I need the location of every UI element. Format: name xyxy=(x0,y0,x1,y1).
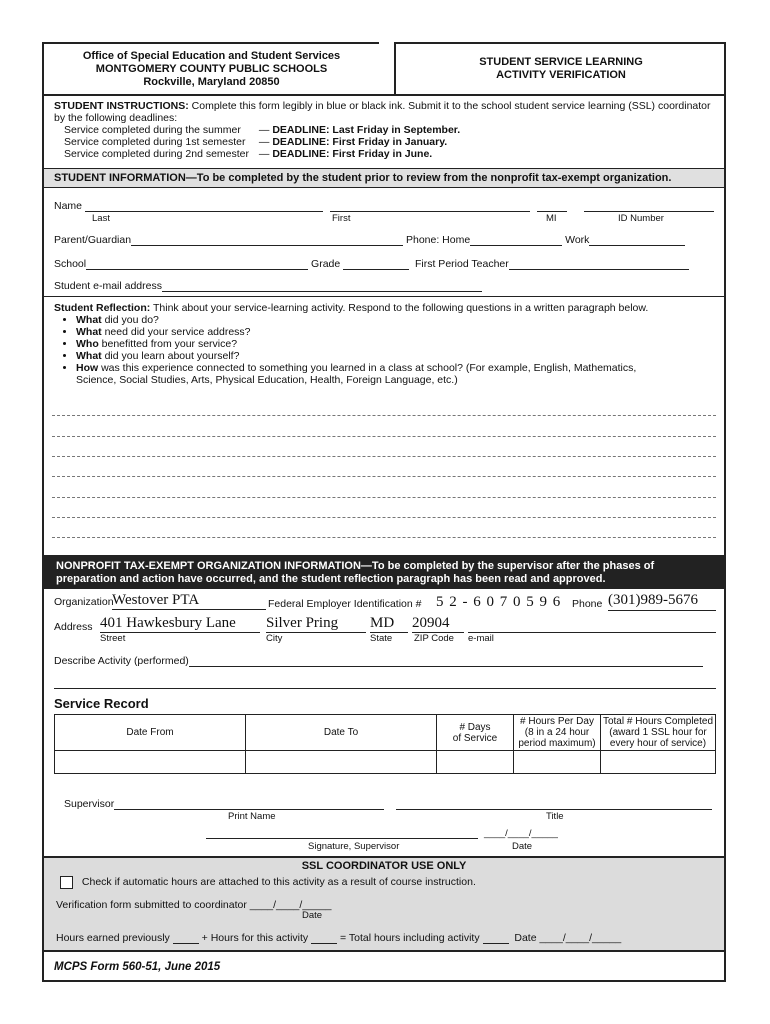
form-title-line-1: STUDENT SERVICE LEARNING xyxy=(479,56,643,68)
reflection-question: • What did you learn about yourself? xyxy=(76,350,719,362)
reflection-answer-line[interactable] xyxy=(52,436,716,437)
mi-input[interactable] xyxy=(537,200,567,212)
organization-bar-line-2: preparation and action have occurred, and the student reflection paragraph has been read and approved. xyxy=(56,573,606,585)
deadline-period: Service completed during the summer xyxy=(64,124,241,136)
reflection-question: • How was this experience connected to something you learned in a class at school? (For example, English, Mathematics, xyxy=(76,362,719,374)
title-label: Title xyxy=(546,811,564,822)
instructions-text-2: by the following deadlines: xyxy=(54,112,178,124)
deadline-text: DEADLINE: First Friday in January. xyxy=(272,136,448,148)
first-name-input[interactable] xyxy=(330,200,530,212)
street-label: Street xyxy=(100,633,126,644)
parent-input[interactable] xyxy=(131,234,403,246)
days-header: # Days of Service xyxy=(437,715,514,751)
signature-date-input[interactable]: ____/____/_____ xyxy=(484,828,558,839)
header-divider xyxy=(44,94,724,96)
service-header-row xyxy=(55,715,716,751)
signature-date-label: Date xyxy=(512,841,533,852)
reflection-question-cont: Science, Social Studies, Arts, Physical Education, Health, Foreign Language, etc.) xyxy=(76,374,458,386)
street-value: 401 Hawkesbury Lane xyxy=(100,615,236,631)
verification-label: Verification form submitted to coordinator xyxy=(56,899,247,911)
signature-label: Signature, Supervisor xyxy=(308,841,400,852)
phone-home-label: Phone: Home xyxy=(405,234,471,246)
name-row xyxy=(54,200,714,212)
footer-divider xyxy=(44,950,724,952)
teacher-label: First Period Teacher xyxy=(414,258,509,270)
org-label: Organization xyxy=(54,596,114,608)
form-title-line-2: ACTIVITY VERIFICATION xyxy=(496,69,626,81)
describe-input[interactable] xyxy=(189,655,703,667)
total-hours-cell[interactable] xyxy=(601,751,716,774)
school-input[interactable] xyxy=(86,258,308,270)
reflection-question: • What need did your service address? xyxy=(76,326,719,338)
org-row xyxy=(54,596,114,608)
office-block xyxy=(44,44,379,94)
signature-input[interactable] xyxy=(206,838,478,839)
parent-row xyxy=(54,234,685,246)
date-to-cell[interactable] xyxy=(246,751,437,774)
school-row xyxy=(54,258,689,270)
phone-value: (301)989-5676 xyxy=(608,592,698,608)
auto-hours-checkbox[interactable] xyxy=(60,876,73,889)
name-label: Name xyxy=(54,200,83,212)
phone-label: Phone xyxy=(572,598,603,610)
reflection-answer-line[interactable] xyxy=(52,537,716,538)
reflection-answer-line[interactable] xyxy=(52,456,716,457)
fein-value[interactable]: 5 2 - 6 0 7 0 5 9 6 xyxy=(436,594,562,610)
hours-total-label: = Total hours including activity xyxy=(340,932,480,944)
street-input[interactable] xyxy=(100,615,260,633)
office-line-3: Rockville, Maryland 20850 xyxy=(143,76,280,88)
hours-total-input[interactable] xyxy=(483,932,509,944)
reflection-question: • Who benefitted from your service? xyxy=(76,338,719,350)
hours-date-input[interactable]: ____/____/_____ xyxy=(539,932,622,944)
deadline-period: Service completed during 2nd semester xyxy=(64,148,250,160)
deadline-period: Service completed during 1st semester xyxy=(64,136,246,148)
reflection-questions xyxy=(54,314,719,374)
grade-label: Grade xyxy=(311,258,341,270)
print-name-label: Print Name xyxy=(228,811,276,822)
office-line-1: Office of Special Education and Student Services xyxy=(82,50,341,62)
zip-label: ZIP Code xyxy=(414,633,454,644)
id-number-input[interactable] xyxy=(584,200,714,212)
grade-input[interactable] xyxy=(343,258,409,270)
student-email-label: Student e-mail address xyxy=(54,280,162,292)
instructions-text: Complete this form legibly in blue or black ink. Submit it to the school student service learning (SSL) coordinator xyxy=(191,100,711,112)
city-label: City xyxy=(266,633,283,644)
state-label: State xyxy=(370,633,393,644)
deadline-row: Service completed during the summer — DEADLINE: Last Friday in September. xyxy=(64,124,461,136)
reflection-question: • What did you do? xyxy=(76,314,719,326)
instructions-label: STUDENT INSTRUCTIONS: xyxy=(54,100,189,112)
parent-label: Parent/Guardian xyxy=(54,234,132,246)
org-email-input[interactable] xyxy=(468,615,716,633)
state-input[interactable] xyxy=(370,615,408,633)
reflection-answer-line[interactable] xyxy=(52,517,716,518)
work-phone-input[interactable] xyxy=(589,234,685,246)
service-record-title: Service Record xyxy=(54,696,149,711)
describe-input-line-2[interactable] xyxy=(54,688,716,689)
deadline-text: DEADLINE: Last Friday in September. xyxy=(272,124,461,136)
organization-bar-line-1: NONPROFIT TAX-EXEMPT ORGANIZATION INFORMATION—To be completed by the supervisor after the phases of xyxy=(56,560,655,572)
coordinator-title: SSL COORDINATOR USE ONLY xyxy=(301,860,467,872)
org-phone-input[interactable] xyxy=(608,592,716,611)
header-gap xyxy=(379,41,394,49)
email-row xyxy=(54,280,482,292)
hours-activity-input[interactable] xyxy=(311,932,337,944)
school-label: School xyxy=(54,258,87,270)
form-id: MCPS Form 560-51, June 2015 xyxy=(54,961,221,973)
zip-value: 20904 xyxy=(412,615,450,631)
auto-hours-label: Check if automatic hours are attached to this activity as a result of course instruction. xyxy=(81,876,476,889)
auto-hours-row xyxy=(60,876,476,889)
city-input[interactable] xyxy=(266,615,366,633)
deadline-row: Service completed during 1st semester — DEADLINE: First Friday in January. xyxy=(64,136,448,148)
hours-row xyxy=(56,932,621,944)
email-divider xyxy=(44,296,724,297)
deadline-row: Service completed during 2nd semester — DEADLINE: First Friday in June. xyxy=(64,148,433,160)
supervisor-label: Supervisor xyxy=(64,798,115,810)
first-label: First xyxy=(332,213,351,224)
city-value: Silver Pring xyxy=(266,615,339,631)
fein-label: Federal Employer Identification # xyxy=(268,598,422,610)
date-to-header: Date To xyxy=(246,715,437,751)
describe-row xyxy=(54,655,703,667)
hours-per-day-cell[interactable] xyxy=(514,751,601,774)
deadline-text: DEADLINE: First Friday in June. xyxy=(272,148,433,160)
mi-label: MI xyxy=(546,213,557,224)
form-title-block xyxy=(394,44,726,94)
student-email-input[interactable] xyxy=(162,280,482,292)
organization-bar xyxy=(44,555,724,589)
service-entry-row xyxy=(55,751,716,774)
student-info-bar: STUDENT INFORMATION—To be completed by the student prior to review from the nonprofit tax-exempt organization. xyxy=(44,168,724,188)
reflection-block xyxy=(54,302,719,386)
total-hours-header: Total # Hours Completed (award 1 SSL hour for every hour of service) xyxy=(601,715,716,751)
service-record-table xyxy=(54,714,716,774)
phone-home-input[interactable] xyxy=(470,234,562,246)
teacher-input[interactable] xyxy=(509,258,689,270)
org-input[interactable] xyxy=(112,592,266,610)
work-label: Work xyxy=(565,234,590,246)
hours-date-label: Date xyxy=(514,932,537,944)
state-value: MD xyxy=(370,615,395,631)
instructions xyxy=(54,100,719,160)
last-name-input[interactable] xyxy=(85,200,323,212)
last-label: Last xyxy=(92,213,110,224)
supervisor-title-input[interactable] xyxy=(396,809,712,810)
date-from-cell[interactable] xyxy=(55,751,246,774)
days-cell[interactable] xyxy=(437,751,514,774)
zip-input[interactable] xyxy=(412,615,464,633)
id-label: ID Number xyxy=(618,213,664,224)
address-label: Address xyxy=(54,621,93,633)
verification-date-label: Date xyxy=(302,910,323,921)
verification-row xyxy=(56,899,332,911)
supervisor-row xyxy=(64,798,384,810)
reflection-answer-line[interactable] xyxy=(52,476,716,477)
office-line-2: MONTGOMERY COUNTY PUBLIC SCHOOLS xyxy=(95,63,328,75)
date-from-header: Date From xyxy=(55,715,246,751)
reflection-label: Student Reflection: xyxy=(54,302,151,314)
hours-previous-input[interactable] xyxy=(173,932,199,944)
hours-per-day-header: # Hours Per Day (8 in a 24 hour period maximum) xyxy=(514,715,601,751)
reflection-intro: Think about your service-learning activity. Respond to the following questions in a written paragraph below. xyxy=(152,302,649,314)
verification-date-input[interactable]: ____/____/_____ xyxy=(249,899,332,911)
org-email-label: e-mail xyxy=(468,633,494,644)
hours-previous-label: Hours earned previously xyxy=(56,932,170,944)
form-frame xyxy=(42,42,726,982)
reflection-answer-line[interactable] xyxy=(52,415,716,416)
hours-activity-label: + Hours for this activity xyxy=(201,932,309,944)
reflection-answer-line[interactable] xyxy=(52,497,716,498)
org-value: Westover PTA xyxy=(112,592,200,608)
describe-label: Describe Activity (performed) xyxy=(54,655,189,667)
supervisor-name-input[interactable] xyxy=(114,798,384,810)
